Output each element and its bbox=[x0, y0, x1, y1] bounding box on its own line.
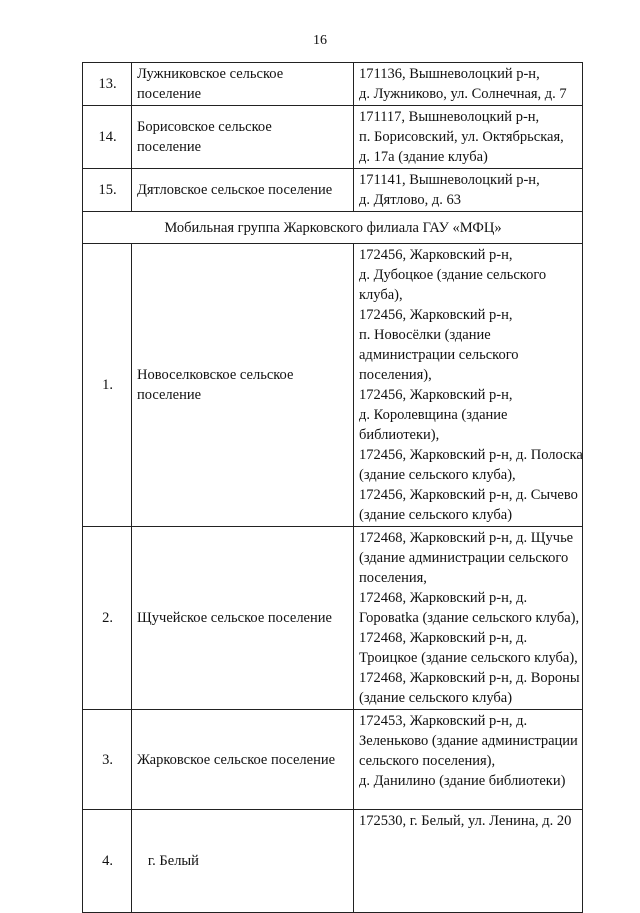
address-line: поселения, bbox=[359, 570, 427, 586]
settlement-address bbox=[354, 244, 583, 527]
address-line: 171141, Вышневолоцкий р-н, bbox=[359, 172, 540, 188]
table-row bbox=[83, 169, 583, 212]
address-line: 172468, Жарковский р-н, д. bbox=[359, 590, 528, 606]
row-number: 2. bbox=[83, 527, 132, 710]
address-line: Зеленьково (здание администрации bbox=[359, 733, 578, 749]
address-line: сельского поселения), bbox=[359, 753, 496, 769]
address-line: д. Данилино (здание библиотеки) bbox=[359, 773, 566, 789]
address-line: (здание сельского клуба) bbox=[359, 507, 513, 523]
address-line: 172468, Жарковский р-н, д. bbox=[359, 630, 528, 646]
address-line: 172468, Жарковский р-н, д. Щучье bbox=[359, 530, 574, 546]
address-line: 172456, Жарковский р-н, bbox=[359, 307, 513, 323]
page-number: 16 bbox=[313, 33, 327, 48]
settlement-name bbox=[132, 244, 354, 527]
row-number: 13. bbox=[83, 63, 132, 106]
address-line: библиотеки), bbox=[359, 427, 440, 443]
address-line: 172453, Жарковский р-н, д. bbox=[359, 713, 528, 729]
settlement-name-line: Жарковское сельское поселение bbox=[137, 751, 336, 768]
row-number: 14. bbox=[83, 106, 132, 169]
settlement-name-line: Лужниковское сельское bbox=[137, 66, 284, 82]
settlement-address bbox=[354, 527, 583, 710]
settlement-name bbox=[132, 810, 354, 913]
address-line: 172530, г. Белый, ул. Ленина, д. 20 bbox=[359, 813, 572, 829]
address-line: поселения), bbox=[359, 367, 432, 383]
address-line: д. Дубоцкое (здание сельского bbox=[359, 267, 547, 283]
settlement-name-line: поселение bbox=[137, 139, 202, 155]
address-line: Горовatka (здание сельского клуба), bbox=[359, 610, 580, 626]
row-number: 4. bbox=[83, 810, 132, 913]
table-row bbox=[83, 106, 583, 169]
address-line: 171136, Вышневолоцкий р-н, bbox=[359, 66, 540, 82]
row-number: 15. bbox=[83, 169, 132, 212]
address-line: администрации сельского bbox=[359, 347, 519, 363]
settlement-name-line: поселение bbox=[137, 387, 202, 403]
address-line: 172456, Жарковский р-н, bbox=[359, 387, 513, 403]
table-row bbox=[83, 63, 583, 106]
address-line: 172468, Жарковский р-н, д. Вороны bbox=[359, 670, 580, 686]
settlement-address bbox=[354, 810, 583, 913]
address-line: д. 17а (здание клуба) bbox=[359, 149, 488, 165]
group-heading: Мобильная группа Жарковского филиала ГАУ «МФЦ» bbox=[83, 212, 583, 244]
address-line: 171117, Вышневолоцкий р-н, bbox=[359, 109, 540, 125]
address-line: клуба), bbox=[359, 287, 403, 303]
table-row bbox=[83, 527, 583, 710]
address-line: п. Новосёлки (здание bbox=[359, 327, 491, 343]
settlement-address bbox=[354, 106, 583, 169]
address-line: (здание сельского клуба) bbox=[359, 690, 513, 706]
settlement-name-line: Щучейское сельское поселение bbox=[137, 610, 332, 626]
settlement-name bbox=[132, 710, 354, 810]
address-line: д. Лужниково, ул. Солнечная, д. 7 bbox=[359, 86, 567, 102]
settlement-name-line: Дятловское сельское поселение bbox=[137, 182, 333, 198]
settlement-address bbox=[354, 169, 583, 212]
settlements-table bbox=[82, 62, 583, 913]
settlement-address bbox=[354, 710, 583, 810]
settlement-name-line: г. Белый bbox=[137, 853, 199, 869]
address-line: п. Борисовский, ул. Октябрьская, bbox=[359, 129, 564, 145]
settlement-name bbox=[132, 63, 354, 106]
address-line: (здание сельского клуба), bbox=[359, 467, 516, 483]
settlement-address bbox=[354, 63, 583, 106]
table-row bbox=[83, 710, 583, 810]
address-line: 172456, Жарковский р-н, д. Полоска bbox=[359, 447, 583, 463]
settlement-name-line: поселение bbox=[137, 86, 202, 102]
row-number: 1. bbox=[83, 244, 132, 527]
address-line: (здание администрации сельского bbox=[359, 550, 569, 566]
address-line: д. Королевщина (здание bbox=[359, 407, 508, 423]
settlement-name bbox=[132, 106, 354, 169]
settlement-name-line: Борисовское сельское bbox=[137, 119, 272, 135]
settlement-name-line: Новоселковское сельское bbox=[137, 367, 294, 383]
address-line: 172456, Жарковский р-н, bbox=[359, 247, 513, 263]
settlement-name bbox=[132, 527, 354, 710]
row-number: 3. bbox=[83, 710, 132, 810]
address-line: д. Дятлово, д. 63 bbox=[359, 192, 462, 208]
address-line: Троицкое (здание сельского клуба), bbox=[359, 650, 578, 666]
group-heading-row bbox=[83, 212, 583, 244]
table-row bbox=[83, 810, 583, 913]
address-line: 172456, Жарковский р-н, д. Сычево bbox=[359, 487, 578, 503]
table-row bbox=[83, 244, 583, 527]
settlement-name bbox=[132, 169, 354, 212]
